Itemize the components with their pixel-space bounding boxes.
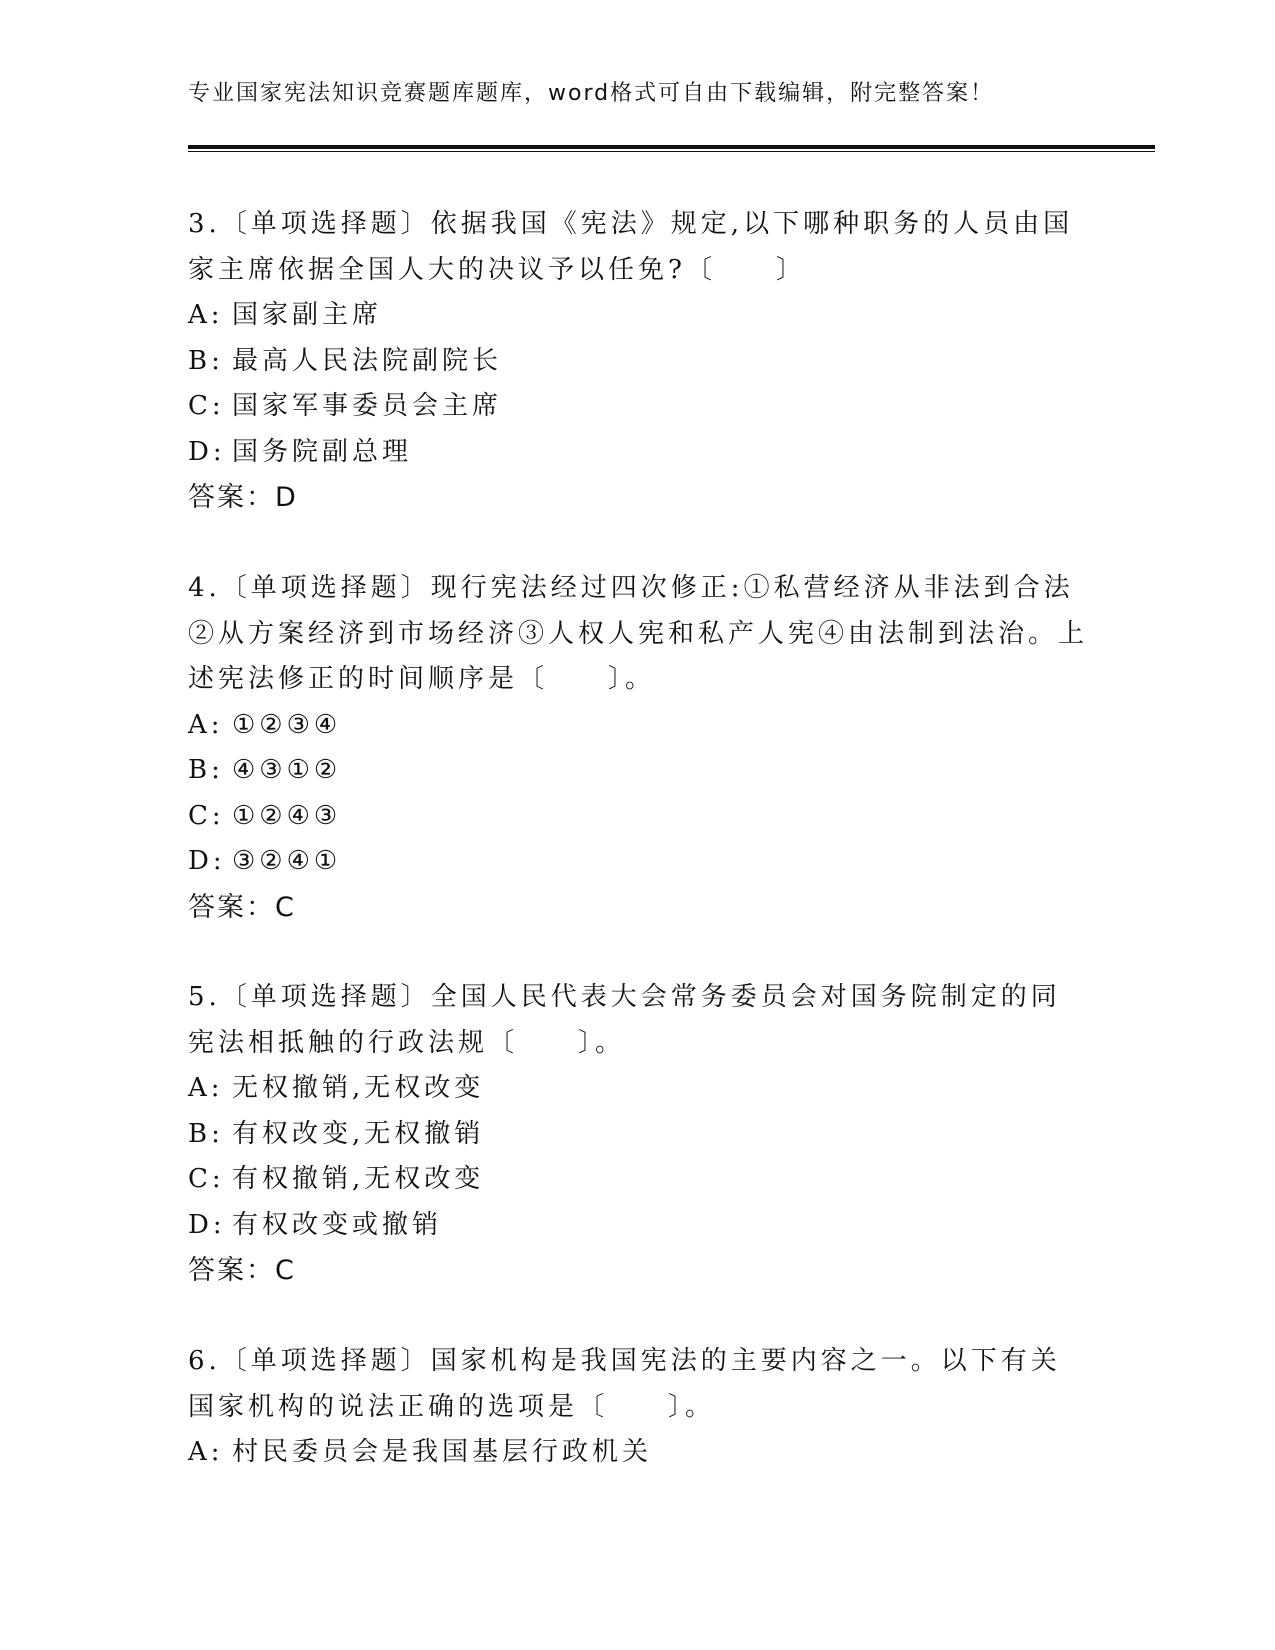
- option-c: [188, 794, 1088, 840]
- option-text: 有权撤销,无权改变: [232, 1164, 485, 1194]
- option-key: A:: [188, 1437, 224, 1467]
- option-text: 最高人民法院副院长: [232, 345, 503, 376]
- question-5: [188, 975, 1088, 1294]
- question-6: [188, 1339, 1088, 1476]
- option-key: C:: [188, 800, 225, 831]
- option-key: B:: [188, 755, 224, 785]
- option-key: C:: [188, 391, 225, 421]
- option-c: [188, 1157, 1088, 1203]
- option-text: ①②③④: [232, 709, 342, 740]
- option-text: 村民委员会是我国基层行政机关: [232, 1437, 653, 1467]
- option-text: ③②④①: [232, 846, 342, 876]
- option-text: 有权改变,无权撤销: [232, 1118, 485, 1149]
- question-3: [188, 202, 1088, 521]
- header-rule-thick: [188, 145, 1155, 149]
- option-text: 无权撤销,无权改变: [232, 1073, 485, 1103]
- question-stem: 4.〔单项选择题〕现行宪法经过四次修正:①私营经济从非法到合法②从方案经济到市场经济③人权人宪和私产人宪④由法制到法治。上述宪法修正的时间顺序是〔 〕。: [188, 573, 1089, 694]
- option-d: [188, 839, 1088, 885]
- option-key: A:: [188, 300, 224, 330]
- document-header: 专业国家宪法知识竞赛题库题库，word格式可自由下载编辑，附完整答案！: [188, 81, 995, 106]
- option-key: D:: [188, 1209, 226, 1240]
- option-c: [188, 384, 1088, 430]
- option-key: B:: [188, 1118, 224, 1149]
- option-key: A:: [188, 709, 224, 740]
- option-a: [188, 703, 1088, 749]
- question-stem: 3.〔单项选择题〕依据我国《宪法》规定,以下哪种职务的人员由国家主席依据全国人大的决议予以任免?〔 〕: [188, 209, 1074, 285]
- option-a: [188, 1066, 1088, 1112]
- option-text: ④③①②: [232, 755, 342, 785]
- answer-line: 答案：C: [188, 1255, 296, 1286]
- option-b: [188, 748, 1088, 794]
- answer-line: 答案：C: [188, 891, 296, 923]
- option-key: D:: [188, 846, 226, 876]
- option-d: [188, 1203, 1088, 1249]
- option-text: 国务院副总理: [232, 436, 413, 467]
- option-text: 有权改变或撤销: [232, 1209, 443, 1240]
- option-text: 国家副主席: [232, 300, 383, 330]
- option-a: [188, 293, 1088, 339]
- question-4: [188, 566, 1088, 930]
- option-key: A:: [188, 1073, 224, 1103]
- answer-line: 答案：D: [188, 482, 298, 513]
- option-b: [188, 1112, 1088, 1158]
- option-key: B:: [188, 345, 224, 376]
- question-stem: 6.〔单项选择题〕国家机构是我国宪法的主要内容之一。以下有关国家机构的说法正确的选项是〔 〕。: [188, 1346, 1061, 1422]
- option-a: [188, 1430, 1088, 1476]
- option-text: 国家军事委员会主席: [232, 391, 503, 421]
- option-key: D:: [188, 436, 226, 467]
- option-key: C:: [188, 1164, 225, 1194]
- option-text: ①②④③: [232, 800, 342, 831]
- option-b: [188, 339, 1088, 385]
- question-stem: 5.〔单项选择题〕全国人民代表大会常务委员会对国务院制定的同宪法相抵触的行政法规〔 〕。: [188, 982, 1061, 1058]
- option-d: [188, 430, 1088, 476]
- header-rule-thin: [188, 151, 1155, 152]
